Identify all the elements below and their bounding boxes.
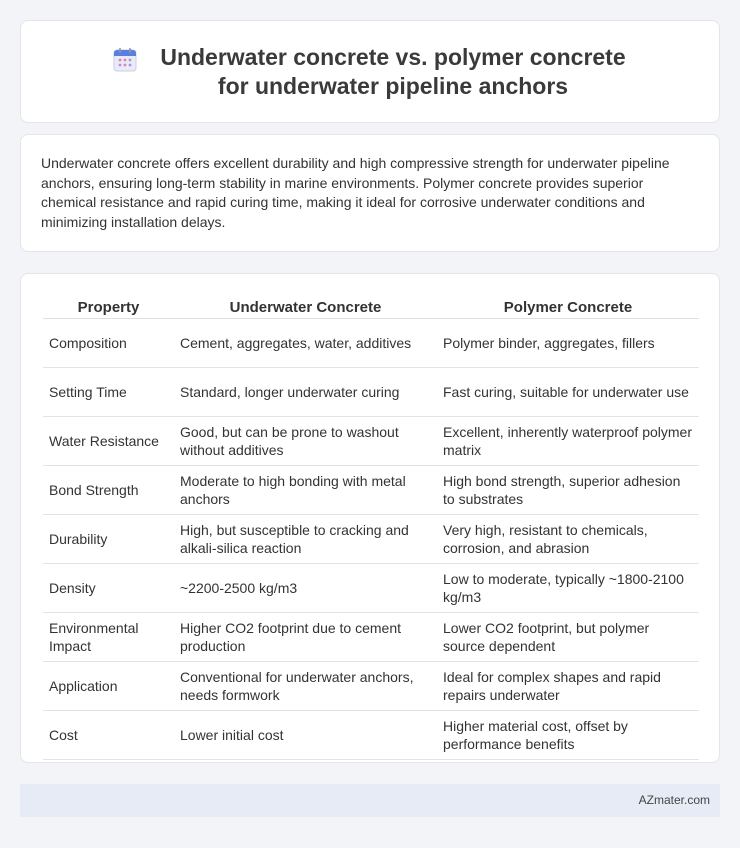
row-underwater-value: Standard, longer underwater curing [174, 368, 437, 417]
row-property: Composition [43, 319, 174, 368]
row-underwater-value: High, but susceptible to cracking and alkali-silica reaction [174, 515, 437, 564]
row-property: Water Resistance [43, 417, 174, 466]
row-polymer-value: Polymer binder, aggregates, fillers [437, 319, 699, 368]
title-wrap [72, 43, 668, 101]
comparison-card [20, 273, 720, 763]
table-row [43, 417, 699, 466]
header-property: Property [43, 292, 174, 319]
table-row [43, 515, 699, 564]
title-card [20, 20, 720, 123]
row-polymer-value: Excellent, inherently waterproof polymer matrix [437, 417, 699, 466]
table-row [43, 368, 699, 417]
footer [20, 784, 720, 817]
row-polymer-value: Ideal for complex shapes and rapid repairs underwater [437, 662, 699, 711]
row-property: Bond Strength [43, 466, 174, 515]
table-row [43, 613, 699, 662]
table-row [43, 319, 699, 368]
table-row [43, 662, 699, 711]
row-property: Cost [43, 711, 174, 760]
row-underwater-value: Lower initial cost [174, 711, 437, 760]
row-polymer-value: Lower CO2 footprint, but polymer source dependent [437, 613, 699, 662]
row-underwater-value: Higher CO2 footprint due to cement production [174, 613, 437, 662]
footer-brand-link[interactable]: AZmater.com [638, 793, 710, 807]
intro-paragraph: Underwater concrete offers excellent durability and high compressive strength for underwater pipeline anchors, ensuring long-term stability in marine environments. Polymer concrete provides superior chemical resistance and rapid curing time, making it ideal for corrosive underwater conditions and minimizing installation delays. [41, 155, 670, 230]
table-header-row [43, 292, 699, 319]
row-underwater-value: Cement, aggregates, water, additives [174, 319, 437, 368]
table-row [43, 711, 699, 760]
page-title: Underwater concrete vs. polymer concrete for underwater pipeline anchors [160, 43, 626, 99]
row-polymer-value: High bond strength, superior adhesion to substrates [437, 466, 699, 515]
row-underwater-value: Moderate to high bonding with metal anchors [174, 466, 437, 515]
row-underwater-value: Good, but can be prone to washout without additives [174, 417, 437, 466]
header-polymer-concrete: Polymer Concrete [437, 292, 699, 319]
row-property: Environmental Impact [43, 613, 174, 662]
comparison-table [43, 292, 699, 760]
row-polymer-value: Very high, resistant to chemicals, corrosion, and abrasion [437, 515, 699, 564]
row-property: Density [43, 564, 174, 613]
table-row [43, 466, 699, 515]
header-underwater-concrete: Underwater Concrete [174, 292, 437, 319]
row-property: Setting Time [43, 368, 174, 417]
row-underwater-value: Conventional for underwater anchors, needs formwork [174, 662, 437, 711]
row-polymer-value: Low to moderate, typically ~1800-2100 kg/m3 [437, 564, 699, 613]
row-underwater-value: ~2200-2500 kg/m3 [174, 564, 437, 613]
calendar-icon [112, 47, 138, 73]
row-polymer-value: Higher material cost, offset by performance benefits [437, 711, 699, 760]
table-row [43, 564, 699, 613]
row-polymer-value: Fast curing, suitable for underwater use [437, 368, 699, 417]
row-property: Durability [43, 515, 174, 564]
row-property: Application [43, 662, 174, 711]
intro-card [20, 134, 720, 252]
